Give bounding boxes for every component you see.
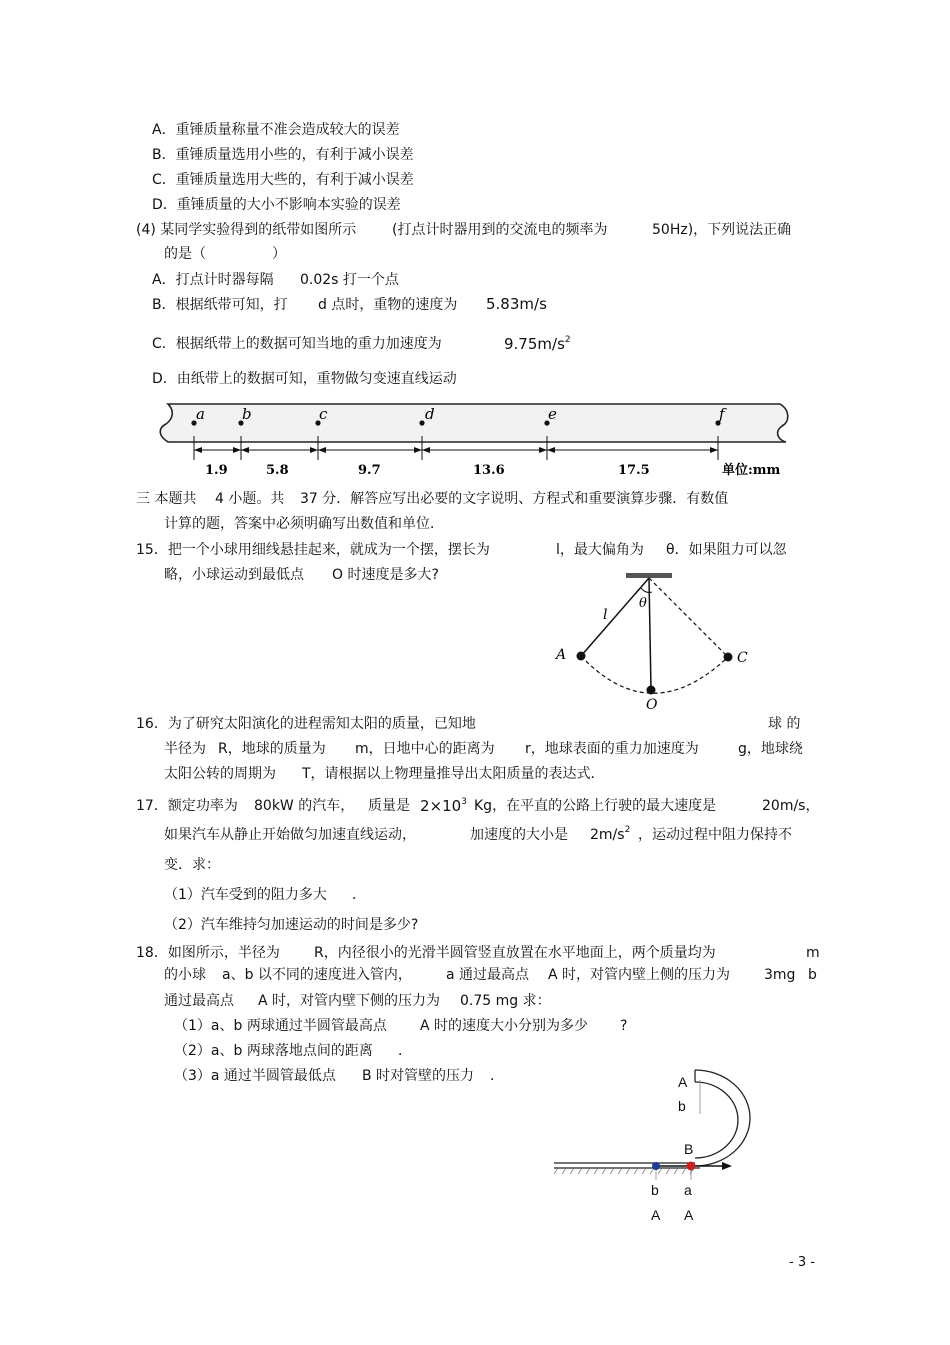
q16-line3-part1: 太阳公转的周期为 xyxy=(164,766,276,782)
q18-subq2-part1: （2）a、b 两球落地点间的距离 xyxy=(174,1043,373,1059)
tube-inner-wall xyxy=(695,1082,738,1158)
q3-option-d: D．重锤质量的大小不影响本实验的误差 xyxy=(152,197,401,213)
q18-subq3-part3: ． xyxy=(490,1068,504,1084)
ground-hatching xyxy=(554,1168,694,1174)
q15-line2-part2: O 时速度是多大? xyxy=(332,567,439,583)
pendulum-figure xyxy=(550,568,760,710)
tape-outline xyxy=(160,404,788,442)
section3-line1-part3: 37 分．解答应写出必要的文字说明、方程式和重要演算步骤．有数值 xyxy=(300,491,729,507)
q17-subq1-end: ． xyxy=(352,887,366,903)
pendulum-label-o: O xyxy=(646,697,658,710)
q18-line3-part2: A 时，对管内壁下侧的压力为 xyxy=(258,993,441,1009)
pendulum-ceiling xyxy=(626,573,672,578)
paper-tape-figure xyxy=(150,396,800,484)
tape-gap-bc: 5.8 xyxy=(266,463,289,478)
q17-mass-value: $2\times 10^3$ xyxy=(420,797,467,815)
pendulum-label-l: l xyxy=(603,607,608,623)
semicircle-tube-figure xyxy=(550,1064,760,1180)
q18-line3-part3: 0.75 mg 求： xyxy=(460,993,551,1009)
q16-line1-part1: 16．为了研究太阳演化的进程需知太阳的质量，已知地 xyxy=(136,716,476,732)
q18-subq1-part2: A 时的速度大小分别为多少 xyxy=(420,1018,589,1034)
q18-line3-part1: 通过最高点 xyxy=(164,993,234,1009)
q17-line1-part2: 80kW 的汽车， xyxy=(254,798,355,814)
tape-unit-label: 单位:mm xyxy=(722,463,781,478)
pendulum-label-theta: θ xyxy=(639,596,647,611)
q16-line1-part2: 球 的 xyxy=(768,716,801,732)
fig18-label-a-top: A xyxy=(678,1074,688,1090)
q18-subq3-part1: （3）a 通过半圆管最低点 xyxy=(174,1068,336,1084)
ball-a xyxy=(687,1162,696,1171)
fig18-label-a-bottom2: A xyxy=(684,1207,694,1223)
tape-label-b: b xyxy=(242,405,252,423)
pendulum-ball-c xyxy=(724,653,733,662)
q3-option-b: B．重锤质量选用小些的，有利于减小误差 xyxy=(152,147,414,163)
q18-subq1-part1: （1）a、b 两球通过半圆管最高点 xyxy=(174,1018,387,1034)
q18-subq3-part2: B 时对管壁的压力 xyxy=(362,1068,475,1084)
tape-gap-ef: 17.5 xyxy=(618,463,650,478)
ball-b xyxy=(652,1162,660,1170)
q17-line2-part3: ，运动过程中阻力保持不 xyxy=(638,827,792,843)
q4-option-c-value: $9.75m/s^2$ xyxy=(504,335,571,353)
q17-line2-part1: 如果汽车从静止开始做匀加速直线运动， xyxy=(164,827,416,843)
q18-line2-part6: b xyxy=(808,967,817,983)
velocity-arrowhead xyxy=(722,1162,732,1170)
q4-stem-part3: 50Hz)，下列说法正确 xyxy=(652,222,792,238)
q4-option-a-part2: 0.02s 打一个点 xyxy=(300,272,399,288)
q17-line3: 变．求： xyxy=(164,857,220,873)
theta-arc xyxy=(641,588,652,593)
q15-line1-part1: 15．把一个小球用细线悬挂起来，就成为一个摆，摆长为 xyxy=(136,542,490,558)
fig18-label-ball-a: a xyxy=(684,1182,692,1198)
q17-line1-part3: 质量是 xyxy=(368,798,410,814)
q16-line3-part2: T，请根据以上物理量推导出太阳质量的表达式． xyxy=(302,766,605,782)
q15-line1-part3: θ．如果阻力可以忽 xyxy=(666,542,787,558)
tape-label-e: e xyxy=(548,405,557,423)
q18-line2-part4: A 时，对管内壁上侧的压力为 xyxy=(548,967,731,983)
q15-line1-part2: l，最大偏角为 xyxy=(556,542,644,558)
q18-subq1-part3: ? xyxy=(620,1018,628,1034)
q17-line1-part5: 20m/s， xyxy=(762,798,820,814)
pendulum-string-right xyxy=(649,578,728,657)
pendulum-label-c: C xyxy=(737,650,748,666)
q4-stem-part1: (4) 某同学实验得到的纸带如图所示 xyxy=(136,222,357,238)
page-number: - 3 - xyxy=(789,1255,815,1270)
section3-line2: 计算的题，答案中必须明确写出数值和单位． xyxy=(164,516,444,532)
q18-line1-part2: R，内径很小的光滑半圆管竖直放置在水平地面上，两个质量均为 xyxy=(314,945,716,961)
q18-line1-part1: 18．如图所示，半径为 xyxy=(136,945,280,961)
tube-outer-wall xyxy=(695,1070,750,1166)
tape-label-c: c xyxy=(319,405,328,423)
q17-line2-part2: 加速度的大小是 xyxy=(470,827,568,843)
pendulum-string-left xyxy=(581,578,649,656)
pendulum-ball-o xyxy=(647,686,656,695)
tape-label-a: a xyxy=(196,405,205,423)
tape-label-f: f xyxy=(719,405,725,423)
tape-gap-cd: 9.7 xyxy=(358,463,381,478)
q3-option-c: C．重锤质量选用大些的，有利于减小误差 xyxy=(152,172,414,188)
q4-stem-part2: (打点计时器用到的交流电的频率为 xyxy=(392,222,608,238)
q17-line1-part1: 17．额定功率为 xyxy=(136,798,238,814)
q16-line2-part4: r，地球表面的重力加速度为 xyxy=(525,741,699,757)
pendulum-label-a: A xyxy=(556,647,567,663)
q16-line2-part5: g，地球绕 xyxy=(738,741,803,757)
q4-option-a-part1: A．打点计时器每隔 xyxy=(152,272,274,288)
q18-line2-part1: 的小球 xyxy=(164,967,206,983)
q17-acceleration-value: $2m/s^2$ xyxy=(590,825,631,843)
q18-line1-part3: m xyxy=(806,945,820,961)
pendulum-vertical-string xyxy=(649,578,651,690)
fig18-label-b-top: b xyxy=(678,1098,686,1114)
q17-subq2: （2）汽车维持匀加速运动的时间是多少? xyxy=(164,917,419,933)
tape-label-d: d xyxy=(425,405,435,423)
q16-line2-part2: R，地球的质量为 xyxy=(218,741,326,757)
section3-line1-part2: 4 小题。共 xyxy=(215,491,285,507)
fig18-label-ball-b: b xyxy=(651,1182,659,1198)
section3-line1-part1: 三 本题共 xyxy=(136,491,197,507)
tape-point-d xyxy=(419,420,424,425)
q3-option-a: A．重锤质量称量不准会造成较大的误差 xyxy=(152,122,400,138)
q18-line2-part3: a 通过最高点 xyxy=(446,967,530,983)
q4-option-c-part1: C．根据纸带上的数据可知当地的重力加速度为 xyxy=(152,336,442,352)
fig18-label-b-point: B xyxy=(684,1141,694,1157)
q18-subq2-part2: ． xyxy=(398,1043,412,1059)
q17-subq1: （1）汽车受到的阻力多大 xyxy=(164,887,327,903)
q18-line2-part5: 3mg xyxy=(764,967,796,983)
fig18-label-a-bottom1: A xyxy=(651,1207,661,1223)
q15-line2-part1: 略，小球运动到最低点 xyxy=(164,567,304,583)
tape-gap-de: 13.6 xyxy=(473,463,505,478)
q4-option-d: D．由纸带上的数据可知，重物做匀变速直线运动 xyxy=(152,371,457,387)
pendulum-ball-a xyxy=(577,652,586,661)
q4-stem-part5: ） xyxy=(272,246,286,262)
q18-line2-part2: a、b 以不同的速度进入管内， xyxy=(222,967,412,983)
q4-option-b-value: 5.83m/s xyxy=(486,295,547,313)
q4-option-b-part2: d 点时，重物的速度为 xyxy=(318,297,458,313)
q16-line2-part3: m，日地中心的距离为 xyxy=(355,741,495,757)
q16-line2-part1: 半径为 xyxy=(164,741,206,757)
q4-stem-part4: 的是（ xyxy=(164,246,206,262)
tape-gap-ab: 1.9 xyxy=(205,463,228,478)
q4-option-b-part1: B．根据纸带可知，打 xyxy=(152,297,288,313)
q17-line1-part4: Kg，在平直的公路上行驶的最大速度是 xyxy=(474,798,717,814)
